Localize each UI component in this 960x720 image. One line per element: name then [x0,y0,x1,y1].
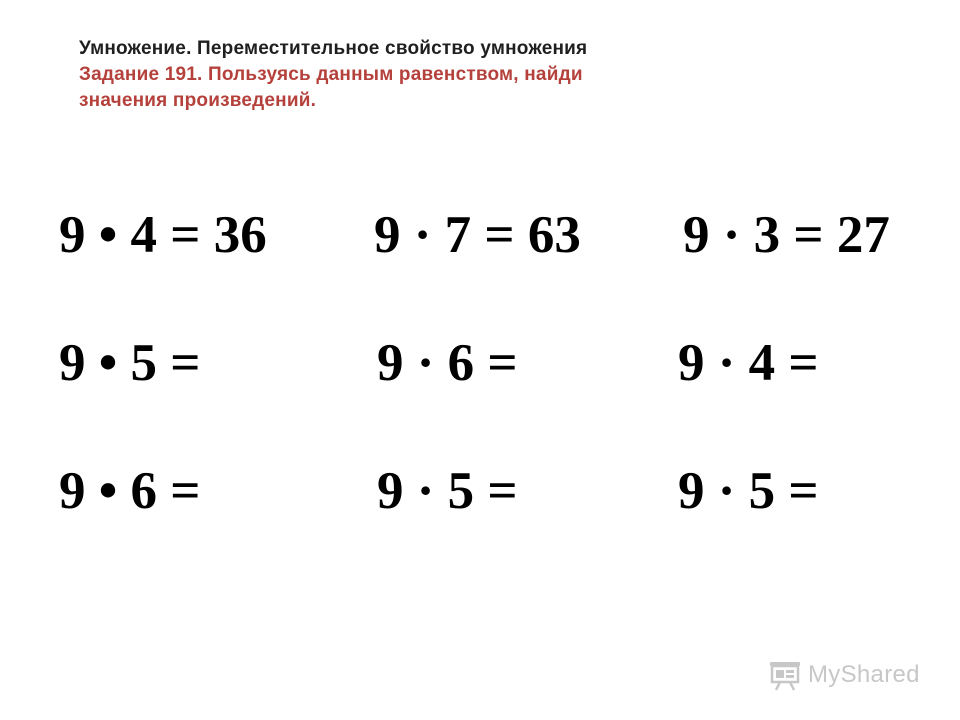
equation-r1-c3: 9 · 3 = 27 [683,206,890,264]
slide-header [79,36,587,114]
projector-screen-icon [768,658,802,692]
myshared-watermark [768,655,920,695]
equation-r1-c2: 9 · 7 = 63 [374,206,581,264]
equation-r2-c2: 9 · 6 = [377,334,518,392]
equation-r3-c2: 9 · 5 = [377,462,518,520]
equation-r3-c3: 9 · 5 = [678,462,819,520]
equation-r1-c1: 9 • 4 = 36 [59,206,267,264]
watermark-text: MyShared [808,661,920,688]
task-line-1: Задание 191. Пользуясь данным равенством, найди [79,64,583,85]
equation-r2-c1: 9 • 5 = [59,334,201,392]
slide-title: Умножение. Переместительное свойство умножения [79,38,588,59]
task-line-2: значения произведений. [79,90,317,111]
equation-r3-c1: 9 • 6 = [59,462,201,520]
equation-r2-c3: 9 · 4 = [678,334,819,392]
